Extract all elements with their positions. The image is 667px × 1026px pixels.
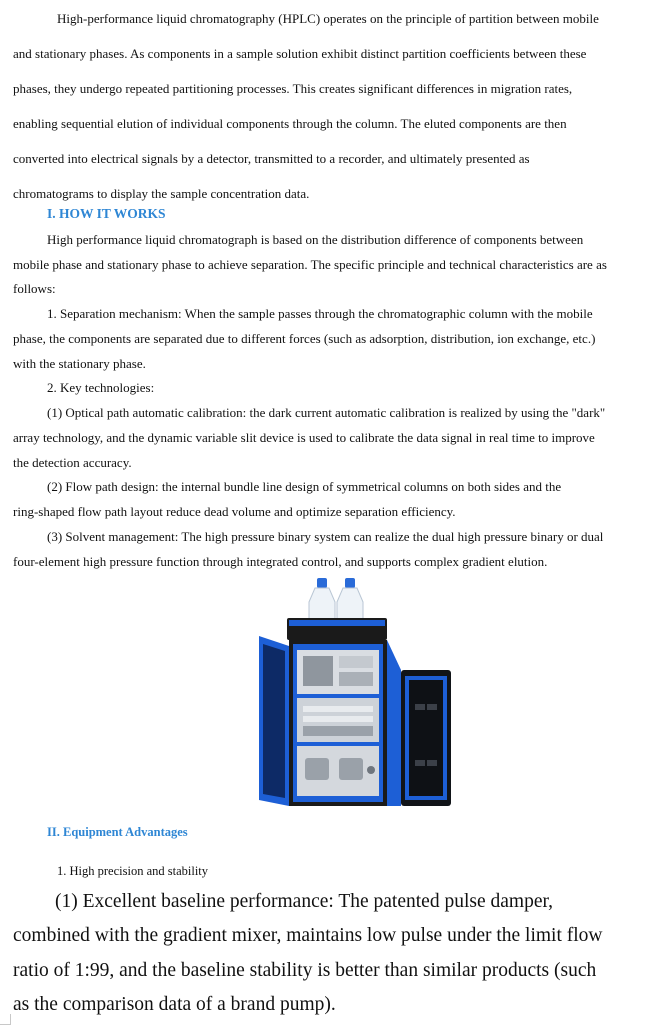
right-door-edge <box>387 640 401 806</box>
intro-line: enabling sequential elution of individual components through the column. The eluted components are then <box>13 116 567 131</box>
intro-line: chromatograms to display the sample concentration data. <box>13 186 310 201</box>
body-line: High performance liquid chromatograph is based on the distribution difference of components between <box>47 232 584 247</box>
intro-line: converted into electrical signals by a detector, transmitted to a recorder, and ultimately presented as <box>13 151 530 166</box>
body-line: 1. Separation mechanism: When the sample passes through the chromatographic column with the mobile <box>47 306 593 321</box>
intro-line: and stationary phases. As components in a sample solution exhibit distinct partition coefficients between these <box>13 46 587 61</box>
body-line-large: (1) Excellent baseline performance: The patented pulse damper, <box>55 891 554 912</box>
section-heading-equipment-advantages: II. Equipment Advantages <box>47 825 188 839</box>
body-line: 2. Key technologies: <box>47 380 155 395</box>
intro-line: High-performance liquid chromatography (HPLC) operates on the principle of partition between mobile <box>57 11 599 26</box>
body-line: follows: <box>13 281 56 296</box>
body-line: (1) Optical path automatic calibration: the dark current automatic calibration is realized by using the "dark" <box>47 405 606 420</box>
intro-line: phases, they undergo repeated partitioning processes. This creates significant differences in migration rates, <box>13 81 573 96</box>
section-heading-how-it-works: I. HOW IT WORKS <box>47 206 166 221</box>
body-line-large: as the comparison data of a brand pump). <box>13 994 336 1015</box>
body-line: mobile phase and stationary phase to achieve separation. The specific principle and technical characteristics are as <box>13 257 607 272</box>
hplc-instrument-image <box>255 574 455 810</box>
body-line: phase, the components are separated due to different forces (such as adsorption, distribution, ion exchange, etc.) <box>13 331 596 346</box>
body-line: the detection accuracy. <box>13 455 132 470</box>
body-line: with the stationary phase. <box>13 356 146 371</box>
solvent-bottle <box>309 578 335 622</box>
body-line: (2) Flow path design: the internal bundle line design of symmetrical columns on both sides and the <box>47 479 562 494</box>
body-line-large: combined with the gradient mixer, maintains low pulse under the limit flow <box>13 925 603 946</box>
page-corner-mark <box>0 1014 11 1025</box>
body-line: array technology, and the dynamic variable slit device is used to calibrate the data signal in real time to improve <box>13 430 595 445</box>
body-line: four-element high pressure function through integrated control, and supports complex gradient elution. <box>13 554 548 569</box>
body-line: (3) Solvent management: The high pressure binary system can realize the dual high pressure binary or dual <box>47 529 604 544</box>
subheading: 1. High precision and stability <box>57 864 209 878</box>
body-line: ring-shaped flow path layout reduce dead volume and optimize separation efficiency. <box>13 504 456 519</box>
body-line-large: ratio of 1:99, and the baseline stability is better than similar products (such <box>13 960 597 981</box>
solvent-bottle <box>337 578 363 622</box>
